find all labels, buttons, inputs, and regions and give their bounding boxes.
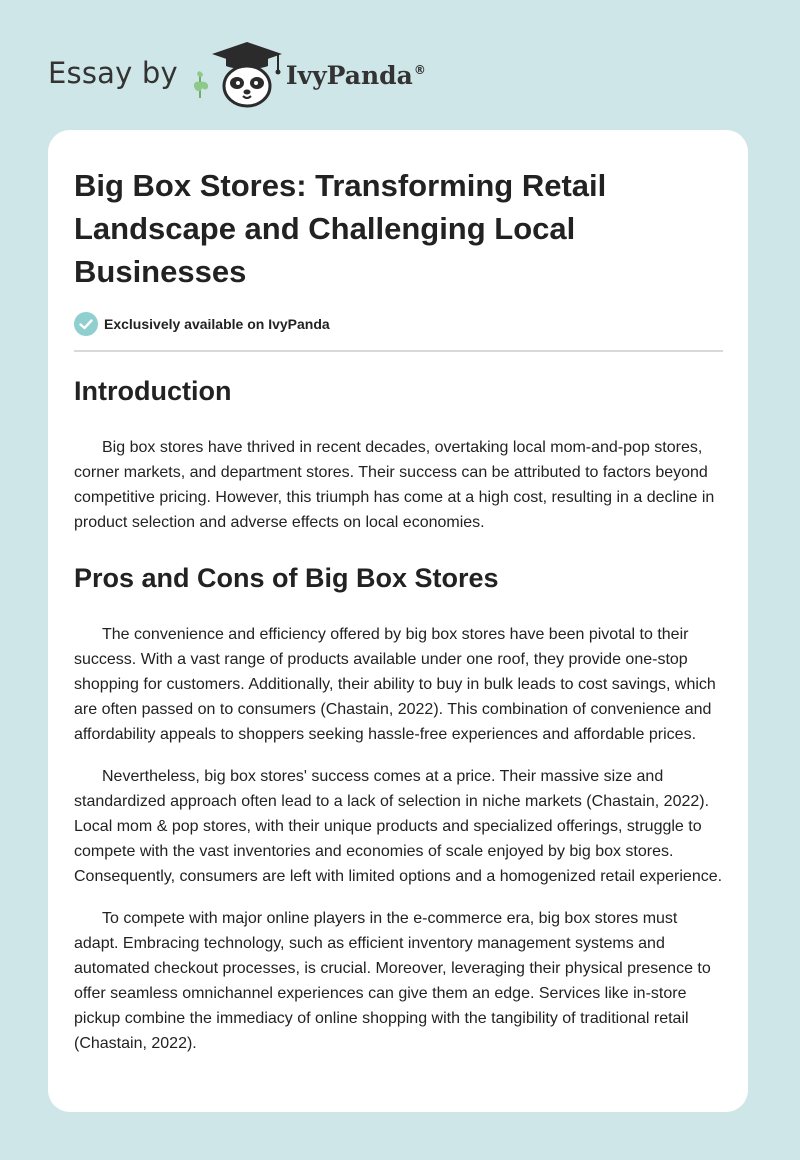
- check-circle-icon: [74, 312, 98, 336]
- paragraph: Big box stores have thrived in recent decades, overtaking local mom-and-pop stores, corner markets, and department stores. Their success can be attributed to factors beyond competitive pricing. However, this triumph has come at a high cost, resulting in a decline in product selection and adverse effects on local economies.: [74, 439, 715, 531]
- essay-card: [48, 130, 748, 1112]
- exclusive-badge: [74, 311, 722, 337]
- section-heading-pros-and-cons: Pros and Cons of Big Box Stores: [74, 563, 499, 593]
- section-heading-introduction: Introduction: [74, 376, 232, 406]
- paragraph: To compete with major online players in the e-commerce era, big box stores must adapt. Embracing technology, such as efficient inventory management systems and automated checkout processes, is crucial. Moreover, leveraging their physical presence to offer seamless omnichannel experiences can give them an edge. Services like in-store pickup combine the immediacy of online shopping with the tangibility of traditional retail (Chastain, 2022).: [74, 910, 711, 1052]
- exclusive-label: Exclusively available on IvyPanda: [104, 316, 330, 332]
- ivypanda-logo-icon: [192, 36, 284, 110]
- registered-mark: ®: [413, 63, 426, 78]
- brand-name: IvyPanda®: [285, 60, 426, 90]
- title-divider: [74, 350, 723, 352]
- paragraph: The convenience and efficiency offered by big box stores have been pivotal to their success. With a vast range of products available under one roof, they provide one-stop shopping for customers. Additionally, their ability to buy in bulk leads to cost savings, which are often passed on to consumers (Chastain, 2022). This combination of convenience and affordability appeals to shoppers seeking hassle-free experiences and affordable prices.: [74, 626, 716, 743]
- essay-title: Big Box Stores: Transforming Retail Landscape and Challenging Local Businesses: [74, 168, 607, 289]
- paragraph: Nevertheless, big box stores' success comes at a price. Their massive size and standardized approach often lead to a lack of selection in niche markets (Chastain, 2022). Local mom & pop stores, with their unique products and specialized offerings, struggle to compete with the vast inventories and economies of scale enjoyed by big box stores. Consequently, consumers are left with limited options and a homogenized retail experience.: [74, 768, 723, 885]
- brand-essay-by: Essay by: [48, 56, 178, 90]
- brand-header: [48, 36, 426, 110]
